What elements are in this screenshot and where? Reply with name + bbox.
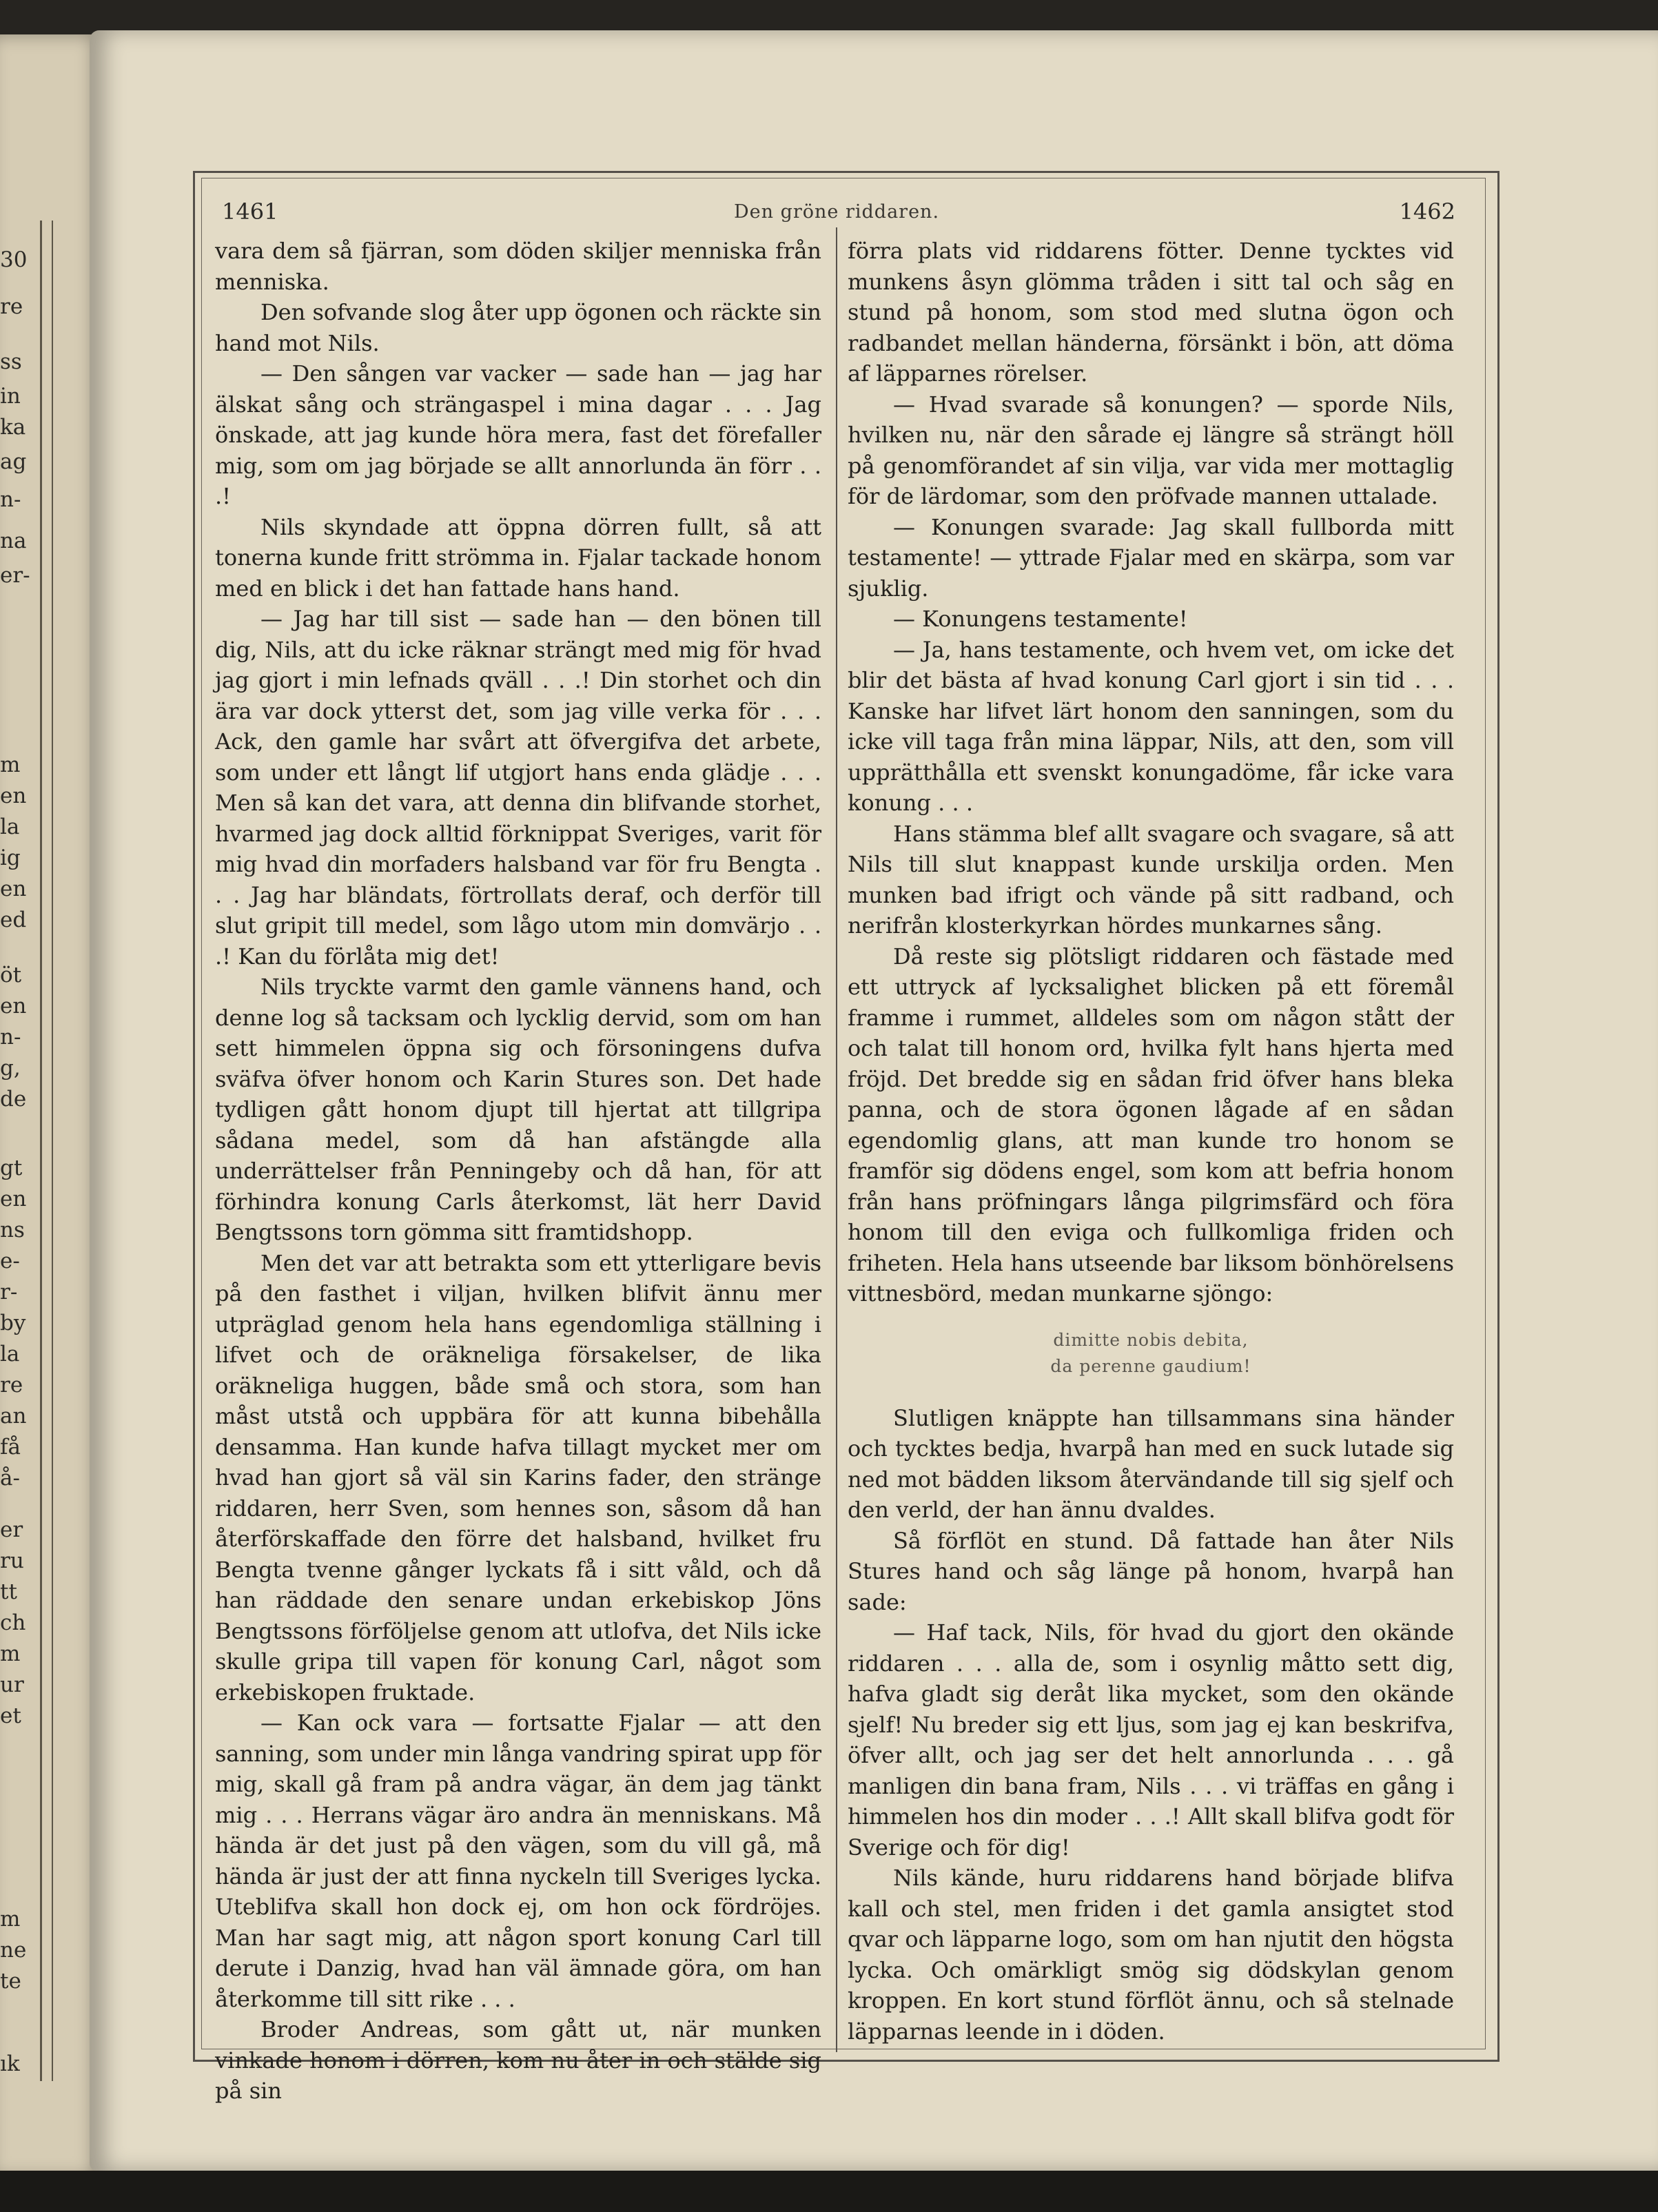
margin-fragment: en <box>0 994 27 1018</box>
margin-fragment: et <box>0 1703 21 1728</box>
paragraph: vara dem så fjärran, som döden skiljer menniska från menniska. <box>215 238 821 295</box>
margin-fragment: ch <box>0 1610 26 1635</box>
margin-fragment: en <box>0 784 27 808</box>
margin-fragment: de <box>0 1087 27 1112</box>
margin-fragment: in <box>0 384 21 409</box>
paragraph: Broder Andreas, som gått ut, när munken vinkade honom i dörren, kom nu åter in och stälde sig på sin <box>215 2016 821 2104</box>
margin-fragment: ne <box>0 1938 27 1963</box>
verse-line: da perenne gaudium! <box>1050 1355 1251 1376</box>
column-divider <box>836 227 837 2052</box>
paragraph: Då reste sig plötsligt riddaren och fästade med ett uttryck af lycksalighet blicken på ett föremål framme i rummet, alldeles som om någon stått der och talat till honom ord, hvilka fylt hans hjerta med fröjd. Det bredde sig en sådan frid öfver hans bleka panna, och de stora ögonen lågade af en sådan egendomlig glans, att man kunde tro honom se framför sig dödens engel, som kom att befria honom från hans pröfningars långa pilgrimsfärd och föra honom till den eviga och fullkomliga friden och friheten. Hela hans utseende bar liksom bönhörelsens vittnesbörd, medan munkarne sjöngo: <box>848 943 1454 1307</box>
paragraph: Nils skyndade att öppna dörren fullt, så att tonerna kunde fritt strömma in. Fjalar tackade honom med en blick i det han fattade hans hand. <box>215 513 821 602</box>
paragraph: Så förflöt en stund. Då fattade han åter Nils Stures hand och såg länge på honom, hvarpå han sade: <box>848 1527 1454 1615</box>
margin-fragment: en <box>0 1187 27 1211</box>
margin-fragment: e- <box>0 1249 20 1273</box>
margin-fragment: r- <box>0 1280 18 1304</box>
paragraph: — Ja, hans testamente, och hvem vet, om icke det blir det bästa af hvad konung Carl gjort i sin tid . . . Kanske har lifvet lärt honom den sanningen, som du icke vill taga från mina läppar, Nils, att den, som vill upprätthålla ett svenskt konungadöme, får icke vara konung . . . <box>848 636 1454 816</box>
margin-fragment: re <box>0 294 23 319</box>
paragraph: — Kan ock vara — fortsatte Fjalar — att den sanning, som under min långa vandring spirat upp för mig, skall gå fram på andra vägar, än dem jag tänkt mig . . . Herrans vägar äro andra än menniskans. Må hända är det just på den vägen, som du vill gå, må hända är just der att finna nyckeln till Sveriges lycka. Uteblifva skall hon dock ej, om hon ock fördröjes. Man har sagt mig, att någon sport konung Carl till derute i Danzig, hvad han väl ämnade göra, om han återkomme till sitt rike . . . <box>215 1710 821 2012</box>
paragraph: Den sofvande slog åter upp ögonen och räckte sin hand mot Nils. <box>215 299 821 356</box>
margin-fragment: n- <box>0 1025 21 1049</box>
paragraph: Hans stämma blef allt svagare och svagare, så att Nils till slut knappast kunde urskilja orden. Men munken bad ifrigt och vände på sitt radband, och nerifrån klosterkyrkan hördes munkarnes sång. <box>848 820 1454 939</box>
margin-fragment: an <box>0 1404 27 1428</box>
margin-fragment: m <box>0 1907 21 1932</box>
margin-fragment: er <box>0 1517 23 1542</box>
margin-fragment: by <box>0 1311 26 1335</box>
left-page-frame-rule <box>40 221 53 2081</box>
paragraph: — Konungens testamente! <box>893 606 1188 632</box>
left-column <box>215 236 821 2107</box>
margin-fragment: ns <box>0 1218 25 1242</box>
paragraph: Nils tryckte varmt den gamle vännens hand, och denne log så tacksam och lycklig dervid, som om han sett himmelen öppna sig och försoningens dufva sväfva öfver honom och Karin Stures son. Det hade tydligen gått honom djupt till hjertat att tillgripa sådana medel, som då han afstängde alla underrättelser från Penningeby och då han, för att förhindra konung Carls återkomst, lät herr David Bengtssons torn gömma sitt framtidshopp. <box>215 974 821 1245</box>
margin-fragment: gt <box>0 1156 23 1180</box>
margin-fragment: tt <box>0 1579 17 1604</box>
background-band <box>0 2171 1658 2212</box>
margin-fragment: ık <box>0 2051 20 2076</box>
margin-fragment: g, <box>0 1056 21 1081</box>
margin-fragment: öt <box>0 963 22 987</box>
paragraph: — Den sången var vacker — sade han — jag har älskat sång och strängaspel i mina dagar . . . Jag önskade, att jag kunde höra mera, fast det förefaller mig, som om jag började se allt annorlunda än förr . . .! <box>215 360 821 509</box>
margin-fragment: ss <box>0 349 22 374</box>
margin-fragment: en <box>0 877 27 901</box>
margin-fragment: ag <box>0 449 27 474</box>
right-column <box>848 236 1454 2047</box>
verse-line: dimitte nobis debita, <box>1053 1329 1249 1350</box>
margin-fragment: er- <box>0 563 30 588</box>
paragraph: — Jag har till sist — sade han — den bönen till dig, Nils, att du icke räknar strängt med mig för hvad jag gjort i min lefnads qväll . . .! Din storhet och din ära var dock ytterst det, som jag ville verka för . . . Ack, den gamle har svårt att öfvergifva det arbete, som under ett långt lif utgjort hans enda glädje . . . Men så kan det vara, att denna din blifvande storhet, hvarmed jag dock alltid förknippat Sveriges, varit för mig hvad din morfaders halsband var för fru Bengta . . . Jag har bländats, förtrollats deraf, och derför till slut gripit till medel, som lågo utom min domvärjo . . .! Kan du förlåta mig det! <box>215 606 821 970</box>
margin-fragment: ig <box>0 846 21 870</box>
right-column-text-before-verse <box>848 236 1454 1309</box>
margin-fragment: la <box>0 815 20 839</box>
margin-fragment: n- <box>0 487 21 512</box>
running-title: Den gröne riddaren. <box>733 201 940 223</box>
margin-fragment: re <box>0 1373 23 1397</box>
margin-fragment: ka <box>0 415 26 440</box>
paragraph: — Haf tack, Nils, för hvad du gjort den okände riddaren . . . alla de, som i osynlig måtto sett dig, hafva gladt sig deråt lika mycket, som den okände sjelf! Nu breder sig ett ljus, som jag ej kan beskrifva, öfver allt, och jag ser det helt annorlunda . . . gå manligen din bana fram, Nils . . . vi träffas en gång i himmelen hos din moder . . .! Allt skall blifva godt för Sverige och för dig! <box>848 1619 1454 1861</box>
paragraph: Slutligen knäppte han tillsammans sina händer och tycktes bedja, hvarpå han med en suck lutade sig ned mot bädden liksom återvändande till sig sjelf och den verld, der han ännu dvaldes. <box>848 1404 1454 1523</box>
margin-fragment: la <box>0 1342 20 1366</box>
margin-fragment: m <box>0 752 21 777</box>
margin-fragment: å- <box>0 1466 20 1491</box>
margin-fragment: få <box>0 1435 21 1460</box>
paragraph: — Konungen svarade: Jag skall fullborda mitt testamente! — yttrade Fjalar med en skärpa, som var sjuklig. <box>848 513 1454 602</box>
running-header <box>218 198 1455 233</box>
margin-fragment: ru <box>0 1548 24 1573</box>
page-number-left: 1461 <box>222 198 278 225</box>
paragraph: förra plats vid riddarens fötter. Denne tycktes vid munkens åsyn glömma tråden i sitt tal och såg en stund på honom, som stod med slutna ögon och radbandet mellan händerna, försänkt i bön, att döma af läpparnes rörelser. <box>848 238 1454 387</box>
margin-fragment: ur <box>0 1672 24 1697</box>
paragraph: Men det var att betrakta som ett ytterligare bevis på den fasthet i viljan, hvilken blifvit ännu mer utpräglad genom hela hans egendomliga ställning i lifvet och de oräkneliga försakelser, de lika oräkneliga huggen, både små och stora, som han måst utstå och uppbära för att kunna bibehålla densamma. Han kunde hafva tillagt mycket mer om hvad han gjort så väl sin Karins fader, den stränge riddaren, herr Sven, som hennes son, såsom då han återförskaffade den förre det halsband, hvilket fru Bengta tvenne gånger lyckats få i sitt våld, och då han räddade den senare undan erkebiskop Jöns Bengtssons förföljelse genom att utlofva, det Nils icke skulle gripa till vapen för konung Carl, något som erkebiskopen fruktade. <box>215 1249 821 1706</box>
margin-fragment: ed <box>0 908 27 932</box>
paragraph: Nils kände, huru riddarens hand började blifva kall och stel, men friden i det gamla ansigtet stod qvar och läpparne logo, som om han njutit den högsta lycka. Och omärkligt smög sig dödskylan genom kroppen. En kort stund förflöt ännu, och så stelnade läpparnas leende in i döden. <box>848 1865 1454 2045</box>
verse <box>848 1327 1454 1380</box>
margin-fragment: 30 <box>0 247 28 272</box>
margin-fragment: te <box>0 1969 21 1994</box>
margin-fragment: m <box>0 1641 21 1666</box>
margin-fragment: na <box>0 529 27 553</box>
left-page-edge <box>0 34 103 2178</box>
right-column-text-after-verse <box>848 1403 1454 2047</box>
paragraph: — Hvad svarade så konungen? — sporde Nils, hvilken nu, när den sårade ej längre så strängt höll på genomförandet af sin vilja, var vida mer mottaglig för de lärdomar, som den pröfvade mannen uttalade. <box>848 391 1454 509</box>
page-number-right: 1462 <box>1399 198 1455 225</box>
